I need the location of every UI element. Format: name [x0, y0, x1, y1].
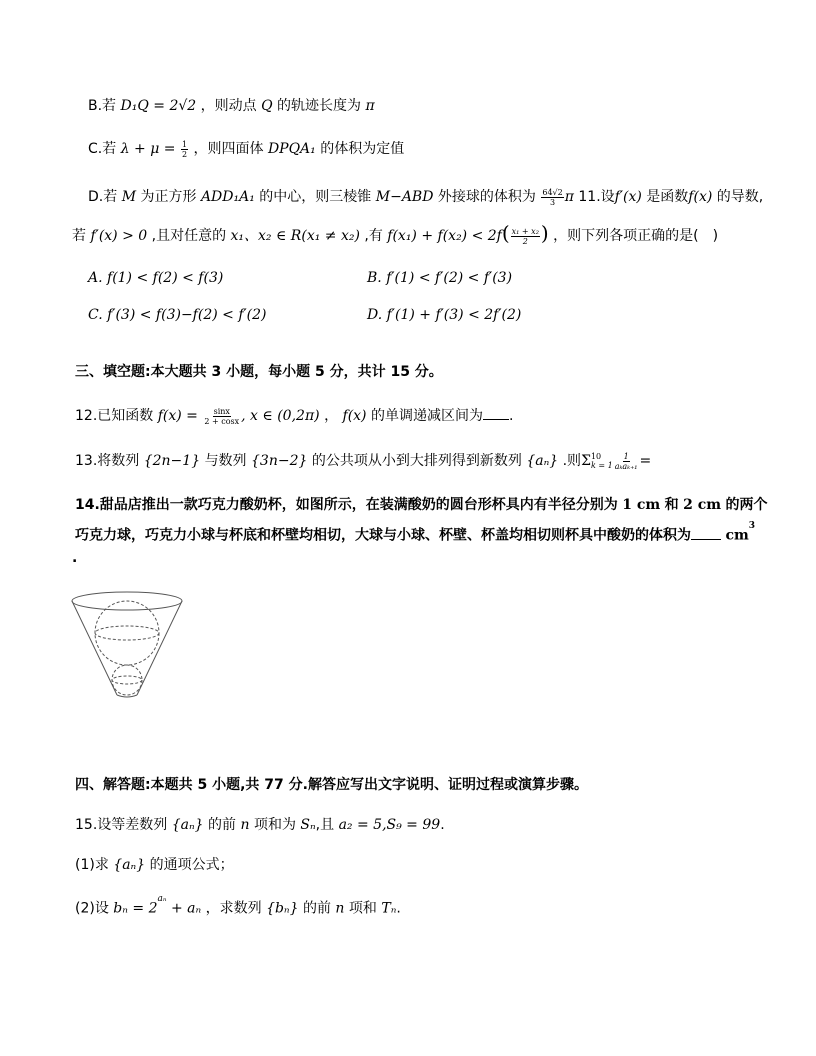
- q11-inequality: f(x₁) + f(x₂) < 2f: [387, 228, 502, 244]
- option-b-tail: 的轨迹长度为: [277, 98, 362, 114]
- q15-text2: 的前: [208, 817, 237, 833]
- q15-part2-period: .: [396, 900, 401, 917]
- cup-left-wall: [72, 601, 117, 695]
- q15-exponent: aₙ: [157, 894, 167, 904]
- fraction-denominator: 2 + cosx: [204, 416, 240, 426]
- option-c-equation: λ + μ =: [120, 141, 176, 157]
- q15-n: n: [240, 817, 250, 833]
- q15-part2-text2: 的前: [302, 900, 331, 917]
- option-d-pi: π: [564, 189, 574, 205]
- option-c-tail: 的体积为定值: [320, 141, 405, 157]
- fraction-denominator: 2: [522, 236, 528, 246]
- q15-text3: 项和为: [253, 817, 296, 833]
- q13-seq3: {aₙ}: [526, 453, 559, 469]
- q11-paren-close: ): [540, 221, 549, 245]
- large-sphere-equator: [95, 626, 159, 640]
- q14-text1: 14.甜品店推出一款巧克力酸奶杯，如图所示，在装满酸奶的圆台形杯具内有半径分别为: [75, 497, 618, 513]
- option-d-text1: 为正方形: [140, 189, 197, 205]
- option-b: [88, 96, 375, 116]
- option-d-prefix: D.若: [88, 189, 118, 205]
- fraction-numerator: 64√2: [542, 187, 563, 197]
- q11-condition: f′(x) > 0: [90, 228, 148, 244]
- q12-period: .: [508, 408, 514, 424]
- q11-option-b: B. f′(1) < f′(2) < f′(3): [367, 270, 513, 286]
- small-sphere: [112, 665, 142, 695]
- option-d-square: ADD₁A₁: [200, 189, 255, 205]
- q15-sn: Sₙ: [300, 817, 316, 833]
- q14-line1: [75, 495, 768, 515]
- q11-paren-open: (: [501, 221, 510, 245]
- option-b-prefix: B.若: [88, 98, 117, 114]
- option-d-text3: 外接球的体积为: [437, 189, 536, 205]
- q11-domain: x₁、x₂ ∈ R(x₁ ≠ x₂): [230, 228, 360, 244]
- q15-part1-label: (1)求: [75, 857, 109, 873]
- fraction-numerator: 1: [181, 139, 188, 149]
- fraction-numerator: x₁ + x₂: [511, 226, 539, 236]
- section-3-heading: 三、填空题:本大题共 3 小题，每小题 5 分，共计 15 分。: [75, 364, 443, 380]
- option-d-text2: 的中心，则三棱锥: [259, 189, 372, 205]
- q11-text4: ,有: [364, 228, 383, 244]
- q15-part2-text: ，求数列: [205, 900, 262, 917]
- q13-equals: =: [639, 453, 652, 469]
- option-c-prefix: C.若: [88, 141, 117, 157]
- q12-question: 的单调递减区间为: [370, 408, 483, 424]
- q11-number: 11.设: [578, 189, 615, 205]
- q15-bn: bₙ = 2: [113, 900, 158, 917]
- q12: [75, 406, 513, 426]
- q15-bn2: + aₙ: [166, 900, 202, 917]
- q13-text2: 与数列: [204, 453, 247, 469]
- q15-seq: {aₙ}: [171, 817, 204, 833]
- q14-unit-exp: 3: [748, 521, 756, 531]
- q15-condition: a₂ = 5,S₉ = 99: [338, 817, 441, 833]
- q13: [75, 451, 651, 471]
- q15-tn: Tₙ: [381, 900, 397, 917]
- q15-part2-text3: 项和: [348, 900, 377, 917]
- q15-part2-label: (2)设: [75, 900, 109, 917]
- q15-seqb: {bₙ}: [266, 900, 299, 917]
- q13-sigma: Σ: [581, 453, 591, 469]
- q12-comma: ，: [324, 408, 339, 424]
- q12-function2: f(x): [342, 408, 367, 424]
- q15-period: .: [440, 817, 445, 833]
- q15-text4: ,且: [315, 817, 335, 833]
- q15: [75, 815, 445, 835]
- q11-text: 是函数: [646, 189, 689, 205]
- q13-sigma-limits: [591, 452, 613, 470]
- q15-text: 15.设等差数列: [75, 817, 168, 833]
- q12-fraction: [203, 407, 240, 426]
- option-d-pyramid: M−ABD: [375, 189, 434, 205]
- q11-text2: 的导数,: [716, 189, 764, 205]
- q13-text3: 的公共项从小到大排列得到新数列: [311, 453, 522, 469]
- q13-lower: k = 1: [590, 461, 613, 470]
- cup-right-wall: [137, 601, 182, 695]
- option-d-m: M: [121, 189, 137, 205]
- fraction-denominator: aₖaₖ₊₁: [614, 461, 638, 471]
- q11-line2: [72, 223, 718, 246]
- option-c-text: ，则四面体: [193, 141, 264, 157]
- q11-f: f(x): [688, 189, 713, 205]
- cup-bottom: [117, 695, 137, 697]
- q13-text4: .则: [562, 453, 582, 469]
- option-c: [88, 139, 404, 159]
- q14-period: .: [72, 550, 78, 566]
- q14-text2: 巧克力球，巧克力小球与杯底和杯壁均相切，大球与小球、杯壁、杯盖均相切则杯具中酸奶的体积为: [75, 527, 691, 544]
- fraction-denominator: 3: [550, 197, 556, 207]
- q13-fraction: [614, 452, 639, 471]
- q14-and: 和: [664, 497, 679, 513]
- cup-figure: [70, 582, 190, 702]
- q12-text: 12.已知函数: [75, 408, 154, 424]
- q14-radius1: 1 cm: [622, 497, 661, 513]
- q14-line2: [75, 522, 755, 546]
- option-b-point: Q: [261, 98, 273, 114]
- option-b-equation: D₁Q = 2√2: [120, 98, 197, 114]
- option-b-pi: π: [365, 98, 375, 114]
- q14-line3: [72, 548, 77, 568]
- q12-function: f(x) =: [157, 408, 198, 424]
- fraction-numerator: sinx: [213, 406, 230, 416]
- q11-option-a: A. f(1) < f(2) < f(3): [88, 270, 224, 286]
- q11-option-d: D. f′(1) + f′(3) < 2f′(2): [367, 307, 522, 323]
- option-c-fraction: [181, 140, 188, 159]
- q12-blank[interactable]: [483, 407, 509, 420]
- q15-part1-seq: {aₙ}: [113, 857, 146, 873]
- section-4-heading: 四、解答题:本题共 5 小题,共 77 分.解答应写出文字说明、证明过程或演算步骤。: [75, 777, 588, 793]
- small-sphere-equator: [112, 676, 142, 684]
- q13-seq1: {2n−1}: [143, 453, 201, 469]
- q11-question: ，则下列各项正确的是( ): [553, 228, 719, 244]
- q11-text3: ,且对任意的: [151, 228, 227, 244]
- q15-part2-n: n: [335, 900, 345, 917]
- q13-text: 13.将数列: [75, 453, 140, 469]
- q14-radius2: 2 cm: [683, 497, 722, 513]
- q11-fprime: f′(x): [614, 189, 642, 205]
- option-c-tetrahedron: DPQA₁: [267, 141, 316, 157]
- q11-fraction: [511, 227, 540, 246]
- q14-unit: cm: [725, 527, 749, 544]
- q12-domain: , x ∈ (0,2π): [241, 408, 320, 424]
- fraction-numerator: 1: [623, 451, 629, 461]
- large-sphere: [95, 601, 159, 665]
- q11-option-c: C. f′(3) < f(3)−f(2) < f′(2): [88, 307, 267, 323]
- q15-part1-text: 的通项公式；: [149, 857, 234, 873]
- fraction-denominator: 2: [181, 149, 188, 159]
- q13-seq2: {3n−2}: [251, 453, 308, 469]
- q11-if: 若: [72, 228, 86, 244]
- q15-part2: [75, 895, 401, 919]
- option-b-text: ，则动点: [200, 98, 257, 114]
- q14-blank[interactable]: [691, 527, 721, 540]
- q14-text1c: 的两个: [725, 497, 768, 513]
- q13-upper: 10: [590, 452, 602, 461]
- option-d: [88, 187, 763, 207]
- option-d-fraction: [541, 188, 563, 207]
- q15-part1: [75, 855, 234, 875]
